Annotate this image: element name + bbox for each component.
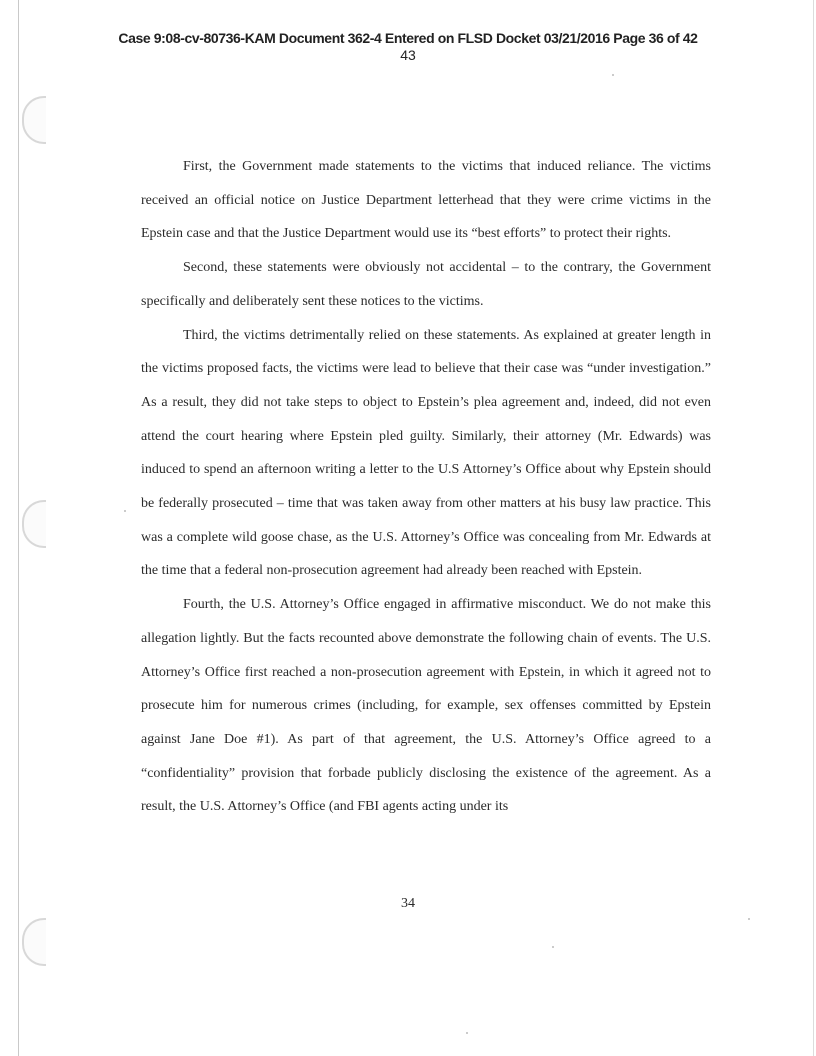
scan-speck bbox=[612, 74, 614, 76]
page-number: 34 bbox=[401, 896, 415, 911]
case-stamp-line: Case 9:08-cv-80736-KAM Document 362-4 Entered on FLSD Docket 03/21/2016 Page 36 of 42 bbox=[118, 30, 698, 46]
punch-hole-top bbox=[22, 96, 46, 144]
header-page-count: 43 bbox=[400, 47, 416, 63]
paragraph-second: Second, these statements were obviously not accidental – to the contrary, the Government specifically and deliberately sent these notices to the victims. bbox=[141, 260, 711, 309]
paragraph-third: Third, the victims detrimentally relied on these statements. As explained at greater length in the victims proposed facts, the victims were lead to believe that their case was “under investigation.” As a result, they did not take steps to object to Epstein’s plea agreement and, indeed, did not even attend the court hearing where Epstein pled guilty. Similarly, their attorney (Mr. Edwards) was induced to spend an afternoon writing a letter to the U.S Attorney’s Office about why Epstein should be federally prosecuted – time that was taken away from other matters at his busy law practice. This was a complete wild goose chase, as the U.S. Attorney’s Office was concealing from Mr. Edwards at the time that a federal non-prosecution agreement had already been reached with Epstein. bbox=[141, 327, 711, 579]
punch-hole-middle bbox=[22, 500, 46, 548]
scan-speck bbox=[748, 918, 750, 920]
document-body bbox=[141, 150, 711, 824]
court-filing-header bbox=[0, 30, 816, 63]
paragraph-fourth: Fourth, the U.S. Attorney’s Office engaged in affirmative misconduct. We do not make this allegation lightly. But the facts recounted above demonstrate the following chain of events. The U.S. Attorney’s Office first reached a non-prosecution agreement with Epstein, in which it agreed not to prosecute him for numerous crimes (including, for example, sex offenses committed by Epstein against Jane Doe #1). As part of that agreement, the U.S. Attorney’s Office agreed to a “confidentiality” provision that forbade publicly disclosing the existence of the agreement. As a result, the U.S. Attorney’s Office (and FBI agents acting under its bbox=[141, 597, 711, 815]
paragraph-first: First, the Government made statements to the victims that induced reliance. The victims received an official notice on Justice Department letterhead that they were crime victims in the Epstein case and that the Justice Department would use its “best efforts” to protect their rights. bbox=[141, 159, 711, 242]
scan-speck bbox=[552, 946, 554, 948]
scan-speck bbox=[466, 1032, 468, 1034]
punch-hole-bottom bbox=[22, 918, 46, 966]
scan-speck bbox=[124, 510, 126, 512]
